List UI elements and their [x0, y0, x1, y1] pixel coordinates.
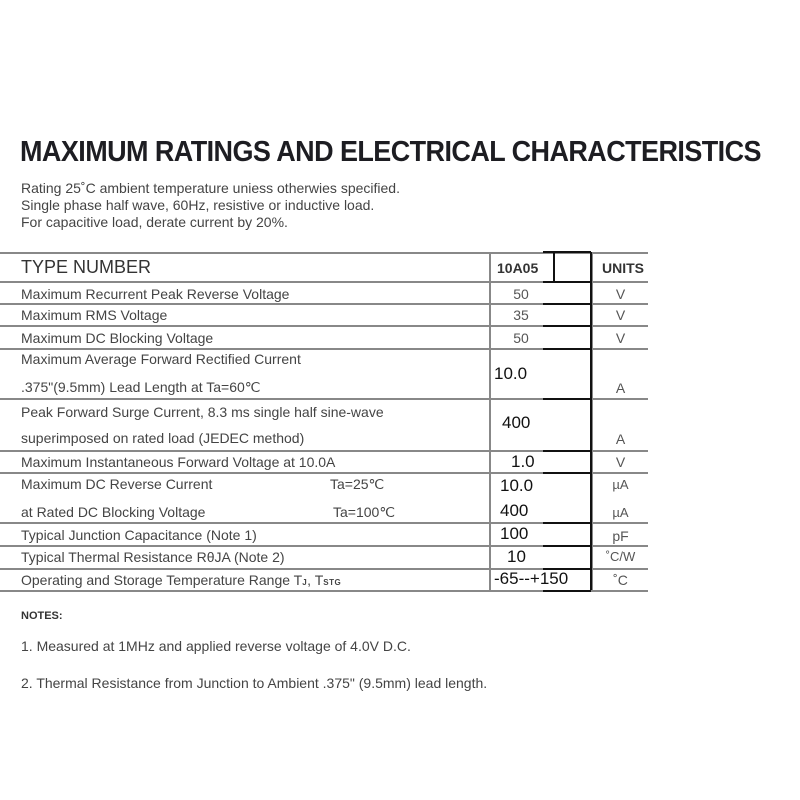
row-value: 10.0 [494, 364, 528, 383]
page-title: MAXIMUM RATINGS AND ELECTRICAL CHARACTERISTICS [20, 136, 761, 168]
row-description: Peak Forward Surge Current, 8.3 ms single half sine-wave [21, 404, 384, 420]
row-unit-100c: µA [612, 505, 629, 520]
table-row [0, 398, 648, 450]
row-unit: A [615, 380, 626, 396]
table-row [0, 545, 648, 568]
row-description: Maximum Instantaneous Forward Voltage at 10.0A [21, 454, 336, 470]
blank-column-grid-line [543, 450, 591, 452]
row-description-line2: .375"(9.5mm) Lead Length at Ta=60℃ [21, 379, 261, 395]
blank-column-grid-line [543, 522, 591, 524]
table-row [0, 568, 648, 592]
intro-line-rating: Rating 25˚C ambient temperature uniess otherwies specified. [21, 180, 400, 196]
row-value: 100 [500, 524, 529, 543]
intro-text [21, 180, 400, 231]
row-description-line2: at Rated DC Blocking Voltage [21, 504, 206, 520]
blank-column-grid-line [543, 348, 591, 350]
header-part-number: 10A05 [497, 260, 539, 276]
table-row [0, 281, 648, 303]
row-value: -65--+150 [494, 569, 569, 588]
header-type-number: TYPE NUMBER [21, 257, 152, 277]
intro-line-capacitive: For capacitive load, derate current by 20%. [21, 214, 288, 230]
row-description-sep: , T [307, 572, 324, 588]
blank-column-grid-line [543, 303, 591, 305]
row-unit: ˚C [613, 572, 628, 588]
blank-column-left-border [553, 252, 555, 282]
table-row [0, 303, 648, 325]
row-unit: V [615, 454, 626, 470]
blank-column-bottom-border [543, 590, 591, 592]
row-unit: ˚C/W [605, 549, 636, 564]
row-condition-100c: Ta=100℃ [333, 504, 396, 520]
row-description: Maximum Average Forward Rectified Current [21, 351, 301, 367]
note-1: 1. Measured at 1MHz and applied reverse voltage of 4.0V D.C. [21, 638, 411, 654]
row-value: 35 [513, 307, 529, 323]
row-unit-25c: µA [612, 477, 629, 492]
row-value: 400 [502, 413, 531, 432]
row-unit: pF [612, 528, 629, 544]
row-value-100c: 400 [500, 501, 529, 520]
row-description: Maximum Recurrent Peak Reverse Voltage [21, 286, 290, 302]
row-description: Maximum RMS Voltage [21, 307, 168, 323]
table-header-row [0, 252, 648, 281]
row-unit: A [615, 431, 626, 447]
table-row [0, 348, 648, 398]
blank-column-grid-line [543, 568, 591, 570]
subscript-j: J [302, 578, 308, 587]
row-value: 1.0 [511, 452, 535, 471]
blank-column-grid-line [543, 281, 591, 283]
row-description: Maximum DC Reverse Current [21, 476, 213, 492]
row-value-25c: 10.0 [500, 476, 534, 495]
note-2: 2. Thermal Resistance from Junction to Ambient .375" (9.5mm) lead length. [21, 675, 488, 691]
blank-column-grid-line [543, 472, 591, 474]
row-value: 10 [507, 547, 526, 566]
blank-column-grid-line [543, 325, 591, 327]
subscript-stg: STG [323, 578, 342, 587]
blank-column-top-border [543, 251, 591, 253]
row-unit: V [615, 307, 626, 323]
row-unit: V [615, 286, 626, 302]
row-description-text: Operating and Storage Temperature Range T [21, 572, 303, 588]
row-description-line2: superimposed on rated load (JEDEC method) [21, 430, 305, 446]
table-row [0, 450, 648, 472]
table-row [0, 522, 648, 545]
blank-column-grid-line [543, 398, 591, 400]
column-divider-desc [489, 252, 491, 590]
blank-column-grid-line [543, 545, 591, 547]
table-row [0, 472, 648, 522]
intro-line-phase: Single phase half wave, 60Hz, resistive or inductive load. [21, 197, 375, 213]
row-condition-25c: Ta=25℃ [330, 476, 385, 492]
table-row [0, 325, 648, 348]
row-unit: V [615, 330, 626, 346]
row-value: 50 [513, 330, 529, 346]
row-value: 50 [513, 286, 529, 302]
row-description: Maximum DC Blocking Voltage [21, 330, 214, 346]
row-description: Typical Junction Capacitance (Note 1) [21, 527, 257, 543]
row-description [21, 572, 341, 588]
notes-title: NOTES: [21, 610, 63, 622]
row-description: Typical Thermal Resistance RθJA (Note 2) [21, 549, 285, 565]
header-units: UNITS [602, 260, 644, 276]
